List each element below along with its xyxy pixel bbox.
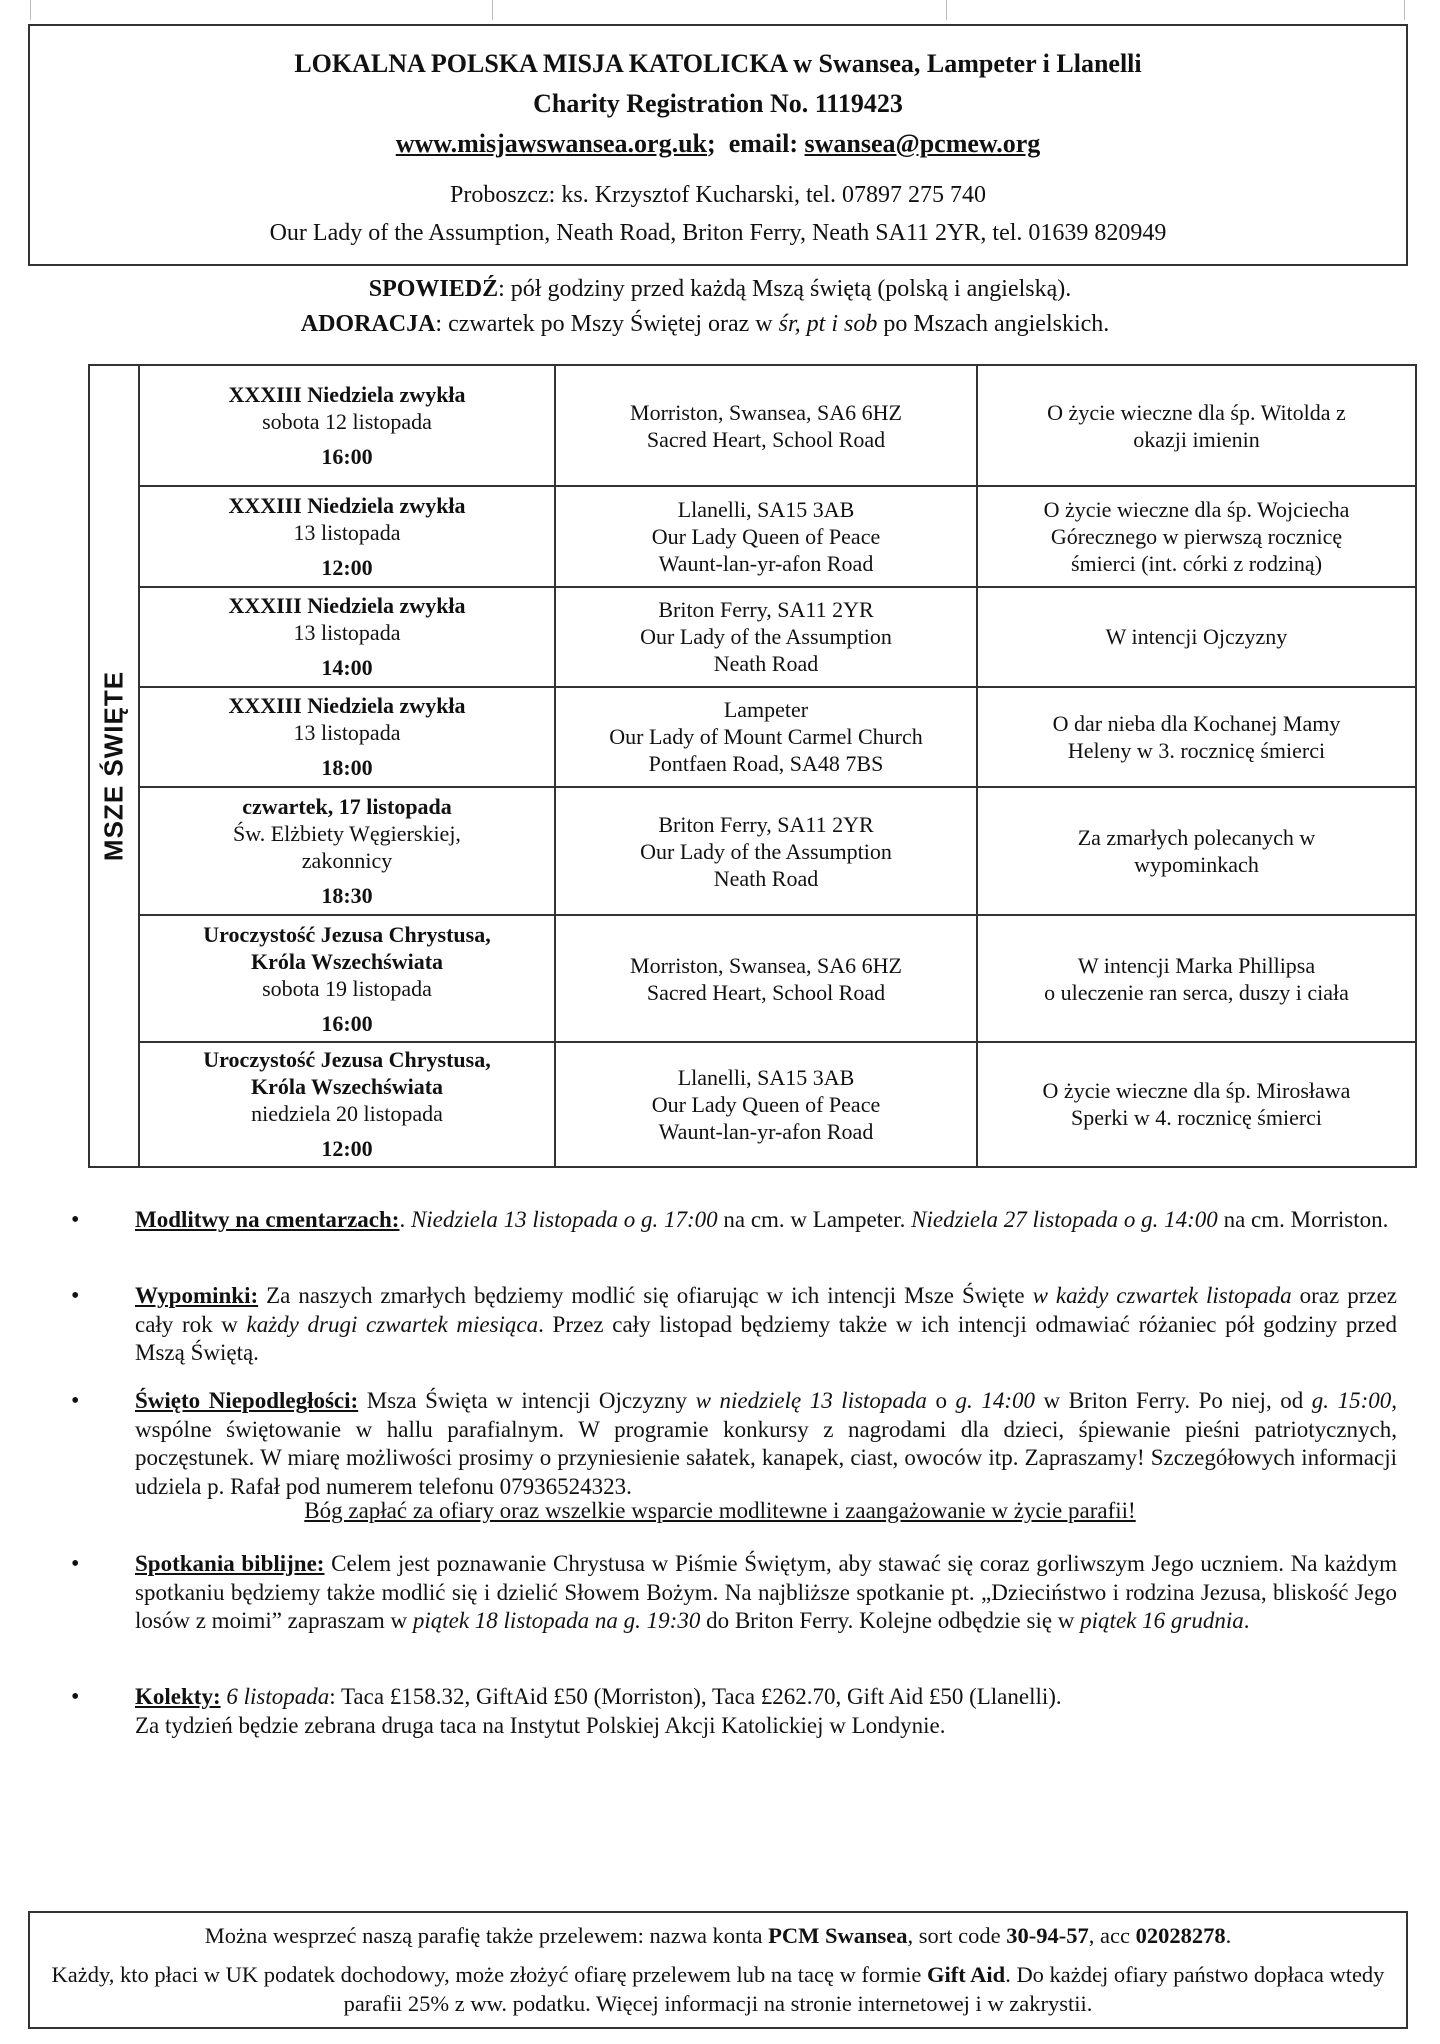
mass-date-cell	[139, 687, 555, 787]
announcement-text: do Briton Ferry. Kolejne odbędzie się w	[700, 1608, 1081, 1633]
location-line: Sacred Heart, School Road	[646, 426, 886, 452]
announcement-cemetery	[71, 1206, 1397, 1235]
liturgy-name: XXXIII Niedziela zwykła	[228, 492, 466, 518]
mass-date: 13 listopada	[293, 519, 401, 545]
announcement-bible-meetings	[71, 1550, 1397, 1636]
confession-line	[0, 272, 1440, 307]
announcement-heading: Święto Niepodległości:	[135, 1388, 359, 1413]
email-link[interactable]: swansea@pcmew.org	[804, 129, 1041, 158]
announcement-heading: Modlitwy na cmentarzach:	[135, 1207, 400, 1232]
mass-date: sobota 19 listopada	[262, 975, 432, 1001]
announcement-emphasis: Niedziela 13 listopada o g. 17:00	[410, 1207, 718, 1232]
announcement-text: na cm. w Lampeter.	[717, 1207, 912, 1232]
location-line: Briton Ferry, SA11 2YR	[658, 811, 874, 837]
location-line: Our Lady of Mount Carmel Church	[609, 724, 923, 750]
intention-line: Sperki w 4. rocznicę śmierci	[1070, 1105, 1323, 1131]
intention-line: o uleczenie ran serca, duszy i ciała	[1044, 979, 1349, 1005]
intention-line: W intencji Ojczyzny	[1105, 624, 1288, 650]
mass-schedule-table	[88, 364, 1417, 1168]
mass-date-cell	[139, 486, 555, 586]
mass-location-cell	[555, 1042, 977, 1167]
liturgy-name: XXXIII Niedziela zwykła	[228, 693, 466, 719]
mass-location-cell	[555, 915, 977, 1041]
announcement-emphasis: piątek 18 listopada na g. 19:30	[412, 1608, 701, 1633]
intention-line: Za zmarłych polecanych w	[1077, 825, 1316, 851]
mass-date-cell	[139, 365, 555, 486]
mass-intention-cell	[977, 687, 1416, 787]
announcement-emphasis: g. 14:00	[955, 1388, 1035, 1413]
mass-date-cell	[139, 787, 555, 915]
mass-time: 16:00	[321, 444, 373, 470]
separator: ;	[707, 129, 729, 158]
top-page-edge	[0, 0, 1440, 20]
location-line: Lampeter	[723, 697, 809, 723]
announcement-independence	[71, 1387, 1397, 1501]
thanks-line: Bóg zapłać za ofiary oraz wszelkie wsparcie modlitewne i zaangażowanie w życie parafii!	[304, 1498, 1136, 1523]
mass-date-cell	[139, 915, 555, 1041]
liturgy-name: XXXIII Niedziela zwykła	[228, 382, 466, 408]
announcement-text: Msza Święta w intencji Ojczyzny	[358, 1388, 696, 1413]
announcement-text: : Taca £158.32, GiftAid £50 (Morriston), Taca £262.70, Gift Aid £50 (Llanelli).	[329, 1684, 1062, 1709]
footer-text: . Do każdej ofiary państwo dopłaca wtedy parafii 25% z ww. podatku. Więcej informacji na stronie internetowej i w zakrystii.	[343, 1962, 1385, 2016]
mass-location-cell	[555, 587, 977, 687]
mass-date-cell	[139, 1042, 555, 1167]
intention-line: okazji imienin	[1133, 426, 1260, 452]
schedule-row	[89, 1042, 1416, 1167]
footer-text: , sort code	[907, 1923, 1007, 1948]
location-line: Sacred Heart, School Road	[646, 979, 886, 1005]
adoration-text-end: po Mszach angielskich.	[877, 311, 1110, 337]
mass-time: 18:30	[321, 883, 373, 909]
announcement-text: . Przez cały listopad będziemy także w ich intencji odmawiać różaniec pół godziny przed Mszą Świętą.	[135, 1311, 1397, 1365]
bank-transfer-line	[30, 1921, 1406, 1950]
schedule-row	[89, 915, 1416, 1041]
announcement-emphasis: g. 15:00,	[1311, 1388, 1397, 1413]
announcement-text: o	[926, 1388, 956, 1413]
location-line: Pontfaen Road, SA48 7BS	[648, 751, 884, 777]
schedule-row	[89, 587, 1416, 687]
adoration-label: ADORACJA	[300, 311, 436, 337]
location-line: Llanelli, SA15 3AB	[677, 1064, 855, 1090]
announcement-text: Celem jest poznawanie Chrystusa w Piśmie Świętym, aby stawać się coraz gorliwszym Jego uczniem. Na każdym spotkaniu będziemy także modlić się i dzielić Słowem Bożym. Na najbliższe spotkanie pt. „Dzieciństwo i rodzina Jezusa, bliskość Jego losów z moimi” zapraszam w	[135, 1551, 1397, 1633]
mass-time: 12:00	[321, 554, 373, 580]
location-line: Waunt-lan-yr-afon Road	[658, 1118, 874, 1144]
charity-registration: Charity Registration No. 1119423	[533, 89, 903, 118]
sort-code: 30-94-57	[1006, 1923, 1089, 1948]
schedule-row	[89, 787, 1416, 915]
intention-line: O dar nieba dla Kochanej Mamy	[1052, 710, 1341, 736]
confession-label: SPOWIEDŹ	[368, 276, 499, 302]
mass-date: Św. Elżbiety Węgierskiej,	[233, 821, 461, 847]
mass-intention-cell	[977, 486, 1416, 586]
announcement-text: oraz przez cały rok w	[135, 1283, 1397, 1337]
schedule-row	[89, 365, 1416, 486]
mass-time: 18:00	[321, 755, 373, 781]
mass-time: 16:00	[321, 1010, 373, 1036]
confession-text: : pół godziny przed każdą Mszą świętą (polską i angielską).	[498, 276, 1072, 302]
location-line: Our Lady of the Assumption	[640, 624, 892, 650]
mass-date: sobota 12 listopada	[262, 409, 432, 435]
intention-line: W intencji Marka Phillipsa	[1077, 952, 1316, 978]
announcement-text: wspólne świętowanie w hallu parafialnym. W programie konkursy z nagrodami dla dzieci, śpiewanie pieśni patriotycznych, poczęstunek. W miarę możliwości prosimy o przyniesienie sałatek, kanapek, ciast, owoców itp. Zapraszamy! Szczegółowych informacji udziela p. Rafał pod numerem telefonu 07936524323.	[135, 1416, 1397, 1499]
footer-text: , acc	[1088, 1923, 1136, 1948]
mass-date: 13 listopada	[293, 720, 401, 746]
bullet-icon: •	[71, 1684, 80, 1710]
announcement-heading: Wypominki:	[135, 1283, 259, 1308]
announcement-text: .	[399, 1207, 411, 1232]
email-label: email:	[728, 129, 798, 158]
intention-line: O życie wieczne dla śp. Wojciecha	[1043, 496, 1350, 522]
location-line: Our Lady Queen of Peace	[651, 1091, 881, 1117]
announcement-emphasis: piątek 16 grudnia	[1080, 1608, 1244, 1633]
announcement-emphasis: w każdy czwartek listopada	[1032, 1283, 1292, 1308]
liturgy-name: Uroczystość Jezusa Chrystusa,	[203, 921, 491, 947]
location-line: Briton Ferry, SA11 2YR	[658, 597, 874, 623]
mass-intention-cell	[977, 587, 1416, 687]
address-line: Our Lady of the Assumption, Neath Road, Briton Ferry, Neath SA11 2YR, tel. 01639 820949	[269, 220, 1167, 246]
intention-line: śmierci (int. córki z rodziną)	[1070, 550, 1323, 576]
account-number: 02028278	[1135, 1923, 1226, 1948]
contact-links	[30, 124, 1406, 164]
footer-text: Można wesprzeć naszą parafię także przelewem: nazwa konta	[204, 1923, 769, 1948]
footer-box	[28, 1911, 1408, 2029]
liturgy-name: Króla Wszechświata	[250, 1074, 444, 1100]
mass-intention-cell	[977, 915, 1416, 1041]
liturgy-name: czwartek, 17 listopada	[242, 794, 452, 820]
mass-date: niedziela 20 listopada	[251, 1101, 443, 1127]
liturgy-name: Uroczystość Jezusa Chrystusa,	[203, 1047, 491, 1073]
announcement-heading: Kolekty:	[135, 1684, 221, 1709]
schedule-side-label: MSZE ŚWIĘTE	[98, 670, 129, 862]
location-line: Neath Road	[713, 865, 819, 891]
website-link[interactable]: www.misjawswansea.org.uk	[395, 129, 708, 158]
bullet-icon: •	[71, 1388, 80, 1414]
schedule-side-cell	[89, 365, 139, 1167]
location-line: Neath Road	[713, 651, 819, 677]
announcement-emphasis: każdy drugi czwartek miesiąca	[246, 1311, 539, 1337]
announcement-text: na cm. Morriston.	[1217, 1207, 1389, 1232]
announcement-collections	[71, 1683, 1397, 1740]
schedule-row	[89, 687, 1416, 787]
announcement-text: .	[1243, 1608, 1250, 1633]
intention-line: wypominkach	[1134, 852, 1259, 878]
header-box	[28, 24, 1408, 266]
footer-text: Każdy, kto płaci w UK podatek dochodowy, może złożyć ofiarę przelewem lub na tacę w formie	[51, 1962, 928, 1987]
adoration-line	[0, 307, 1440, 342]
mass-date: zakonnicy	[301, 848, 393, 874]
location-line: Our Lady of the Assumption	[640, 838, 892, 864]
bullet-icon: •	[71, 1551, 80, 1577]
announcement-text: w Briton Ferry. Po niej, od	[1034, 1388, 1312, 1413]
announcement-emphasis: w niedzielę 13 listopada	[695, 1388, 927, 1413]
announcement-wypominki	[71, 1282, 1397, 1368]
announcement-emphasis: 6 listopada	[226, 1684, 330, 1709]
announcement-heading: Spotkania biblijne:	[135, 1551, 325, 1576]
gift-aid-label: Gift Aid	[927, 1962, 1006, 1987]
announcement-text: Za naszych zmarłych będziemy modlić się ofiarując w ich intencji Msze Święte	[258, 1283, 1033, 1308]
account-name: PCM Swansea	[768, 1923, 908, 1948]
footer-text: .	[1225, 1923, 1232, 1948]
location-line: Morriston, Swansea, SA6 6HZ	[630, 399, 902, 425]
intention-line: Górecznego w pierwszą rocznicę	[1050, 523, 1343, 549]
announcement-emphasis: Niedziela 27 listopada o g. 14:00	[911, 1207, 1218, 1232]
mass-time: 14:00	[321, 655, 373, 681]
liturgy-name: Króla Wszechświata	[250, 948, 444, 974]
announcement-text: Za tydzień będzie zebrana druga taca na Instytut Polskiej Akcji Katolickiej w Londynie.	[135, 1712, 946, 1738]
bullet-icon: •	[71, 1283, 80, 1309]
schedule-row	[89, 486, 1416, 586]
mass-location-cell	[555, 687, 977, 787]
mass-date-cell	[139, 587, 555, 687]
adoration-text: : czwartek po Mszy Świętej oraz w	[435, 311, 779, 337]
intention-line: O życie wieczne dla śp. Mirosława	[1042, 1078, 1351, 1104]
mass-time: 12:00	[321, 1136, 373, 1162]
mass-intention-cell	[977, 365, 1416, 486]
location-line: Llanelli, SA15 3AB	[677, 496, 855, 522]
mass-intention-cell	[977, 787, 1416, 915]
mass-location-cell	[555, 486, 977, 586]
mass-location-cell	[555, 365, 977, 486]
gift-aid-line	[30, 1960, 1406, 2018]
mass-intention-cell	[977, 1042, 1416, 1167]
priest-line: Proboszcz: ks. Krzysztof Kucharski, tel. 07897 275 740	[450, 182, 986, 208]
bullet-icon: •	[71, 1207, 80, 1233]
mass-date: 13 listopada	[293, 620, 401, 646]
liturgy-name: XXXIII Niedziela zwykła	[228, 593, 466, 619]
location-line: Morriston, Swansea, SA6 6HZ	[630, 952, 902, 978]
location-line: Our Lady Queen of Peace	[651, 523, 881, 549]
adoration-days: śr, pt i sob	[778, 311, 878, 337]
mass-location-cell	[555, 787, 977, 915]
mission-title: LOKALNA POLSKA MISJA KATOLICKA w Swansea, Lampeter i Llanelli	[294, 49, 1142, 78]
location-line: Waunt-lan-yr-afon Road	[658, 550, 874, 576]
intention-line: O życie wieczne dla śp. Witolda z	[1047, 399, 1346, 425]
notices	[0, 272, 1440, 342]
intention-line: Heleny w 3. rocznicę śmierci	[1067, 737, 1326, 763]
